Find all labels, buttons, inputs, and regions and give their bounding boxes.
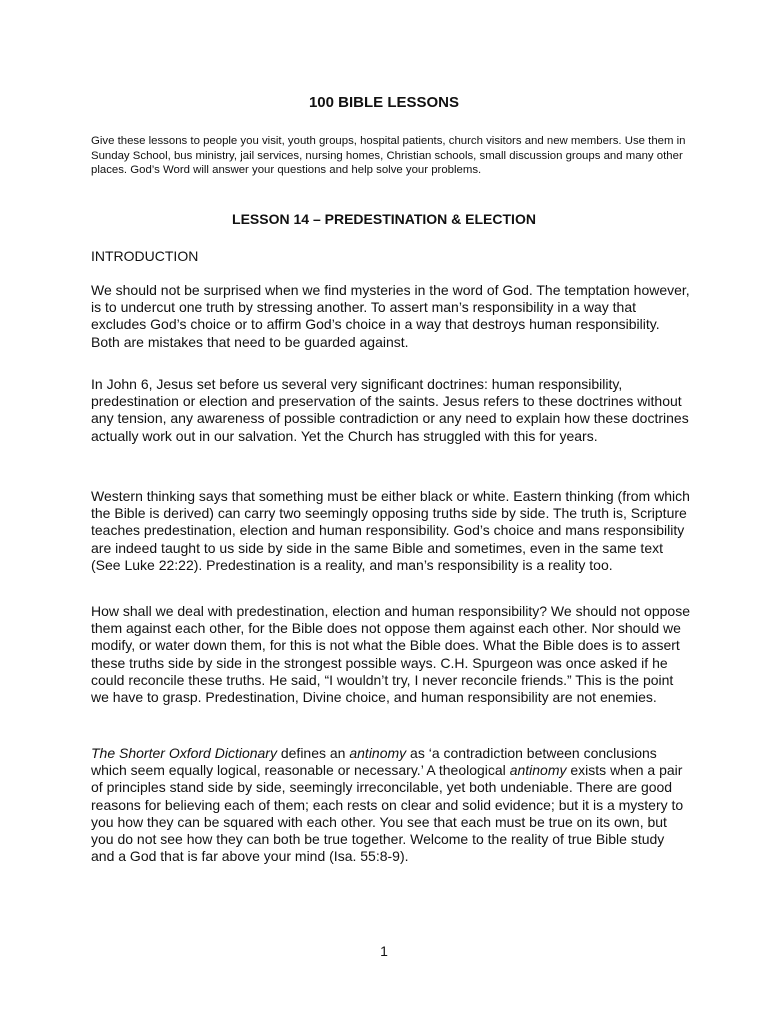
document-title: 100 BIBLE LESSONS [308, 94, 460, 111]
paragraph-western-thinking: Western thinking says that something must be either black or white. Eastern thinking (from which the Bible is derived) can carry two seemingly opposing truths side by side. The truth is, Scripture teaches predestination, election and human responsibility. God’s choice and mans responsibility are indeed taught to us side by side in the same Bible and sometimes, even in the same text (See Luke 22:22). Predestination is a reality, and man’s responsibility is a reality too. [91, 488, 690, 573]
paragraph-john-6: In John 6, Jesus set before us several very significant doctrines: human responsibility, predestination or election and preservation of the saints. Jesus refers to these doctrines without any tension, any awareness of possible contradiction or any need to explain how these doctrines actually work out in our salvation. Yet the Church has struggled with this for years. [91, 376, 689, 444]
paragraph-text: defines an [276, 745, 350, 761]
lesson-heading: LESSON 14 – PREDESTINATION & ELECTION [232, 211, 536, 227]
paragraph-text: exists when a pair of principles stand side by side, seemingly irreconcilable, yet both undeniable. There are good reasons for believing each of them; each rests on clear and solid evidence; but it is a mystery to you how they can be squared with each other. You see that each must be true on its own, but you do not see how they can both be true together. Welcome to the reality of true Bible study and a God that is far above your mind (Isa. 55:8-9). [91, 762, 684, 865]
dictionary-title: The Shorter Oxford Dictionary [91, 745, 277, 761]
usage-note: Give these lessons to people you visit, youth groups, hospital patients, church visitors and new members. Use them in Sunday School, bus ministry, jail services, nursing homes, Christian schools, small discussion groups and many other places. God’s Word will answer your questions and help solve your problems. [91, 135, 686, 177]
paragraph-antinomy [91, 745, 691, 865]
section-label-introduction: INTRODUCTION [91, 248, 199, 264]
paragraph-mysteries: We should not be surprised when we find mysteries in the word of God. The temptation however, is to undercut one truth by stressing another. To assert man’s responsibility in a way that excludes God’s choice or to affirm God’s choice in a way that destroys human responsibility. Both are mistakes that need to be guarded against. [91, 282, 690, 350]
term-antinomy: antinomy [349, 745, 407, 761]
page-number: 1 [380, 943, 388, 959]
term-antinomy: antinomy [509, 762, 567, 779]
paragraph-text: as ‘a contradiction between conclusions which seem equally logical, reasonable or necessary.’ A theological [91, 745, 657, 779]
paragraph-how-shall-we-deal: How shall we deal with predestination, election and human responsibility? We should not oppose them against each other, for the Bible does not oppose them against each other. Nor should we modify, or water down them, for this is not what the Bible does. What the Bible does is to assert these truths side by side in the strongest possible ways. C.H. Spurgeon was once asked if he could reconcile these truths. He said, “I wouldn’t try, I never reconcile friends.” This is the point we have to grasp. Predestination, Divine choice, and human responsibility are not enemies. [91, 603, 690, 706]
